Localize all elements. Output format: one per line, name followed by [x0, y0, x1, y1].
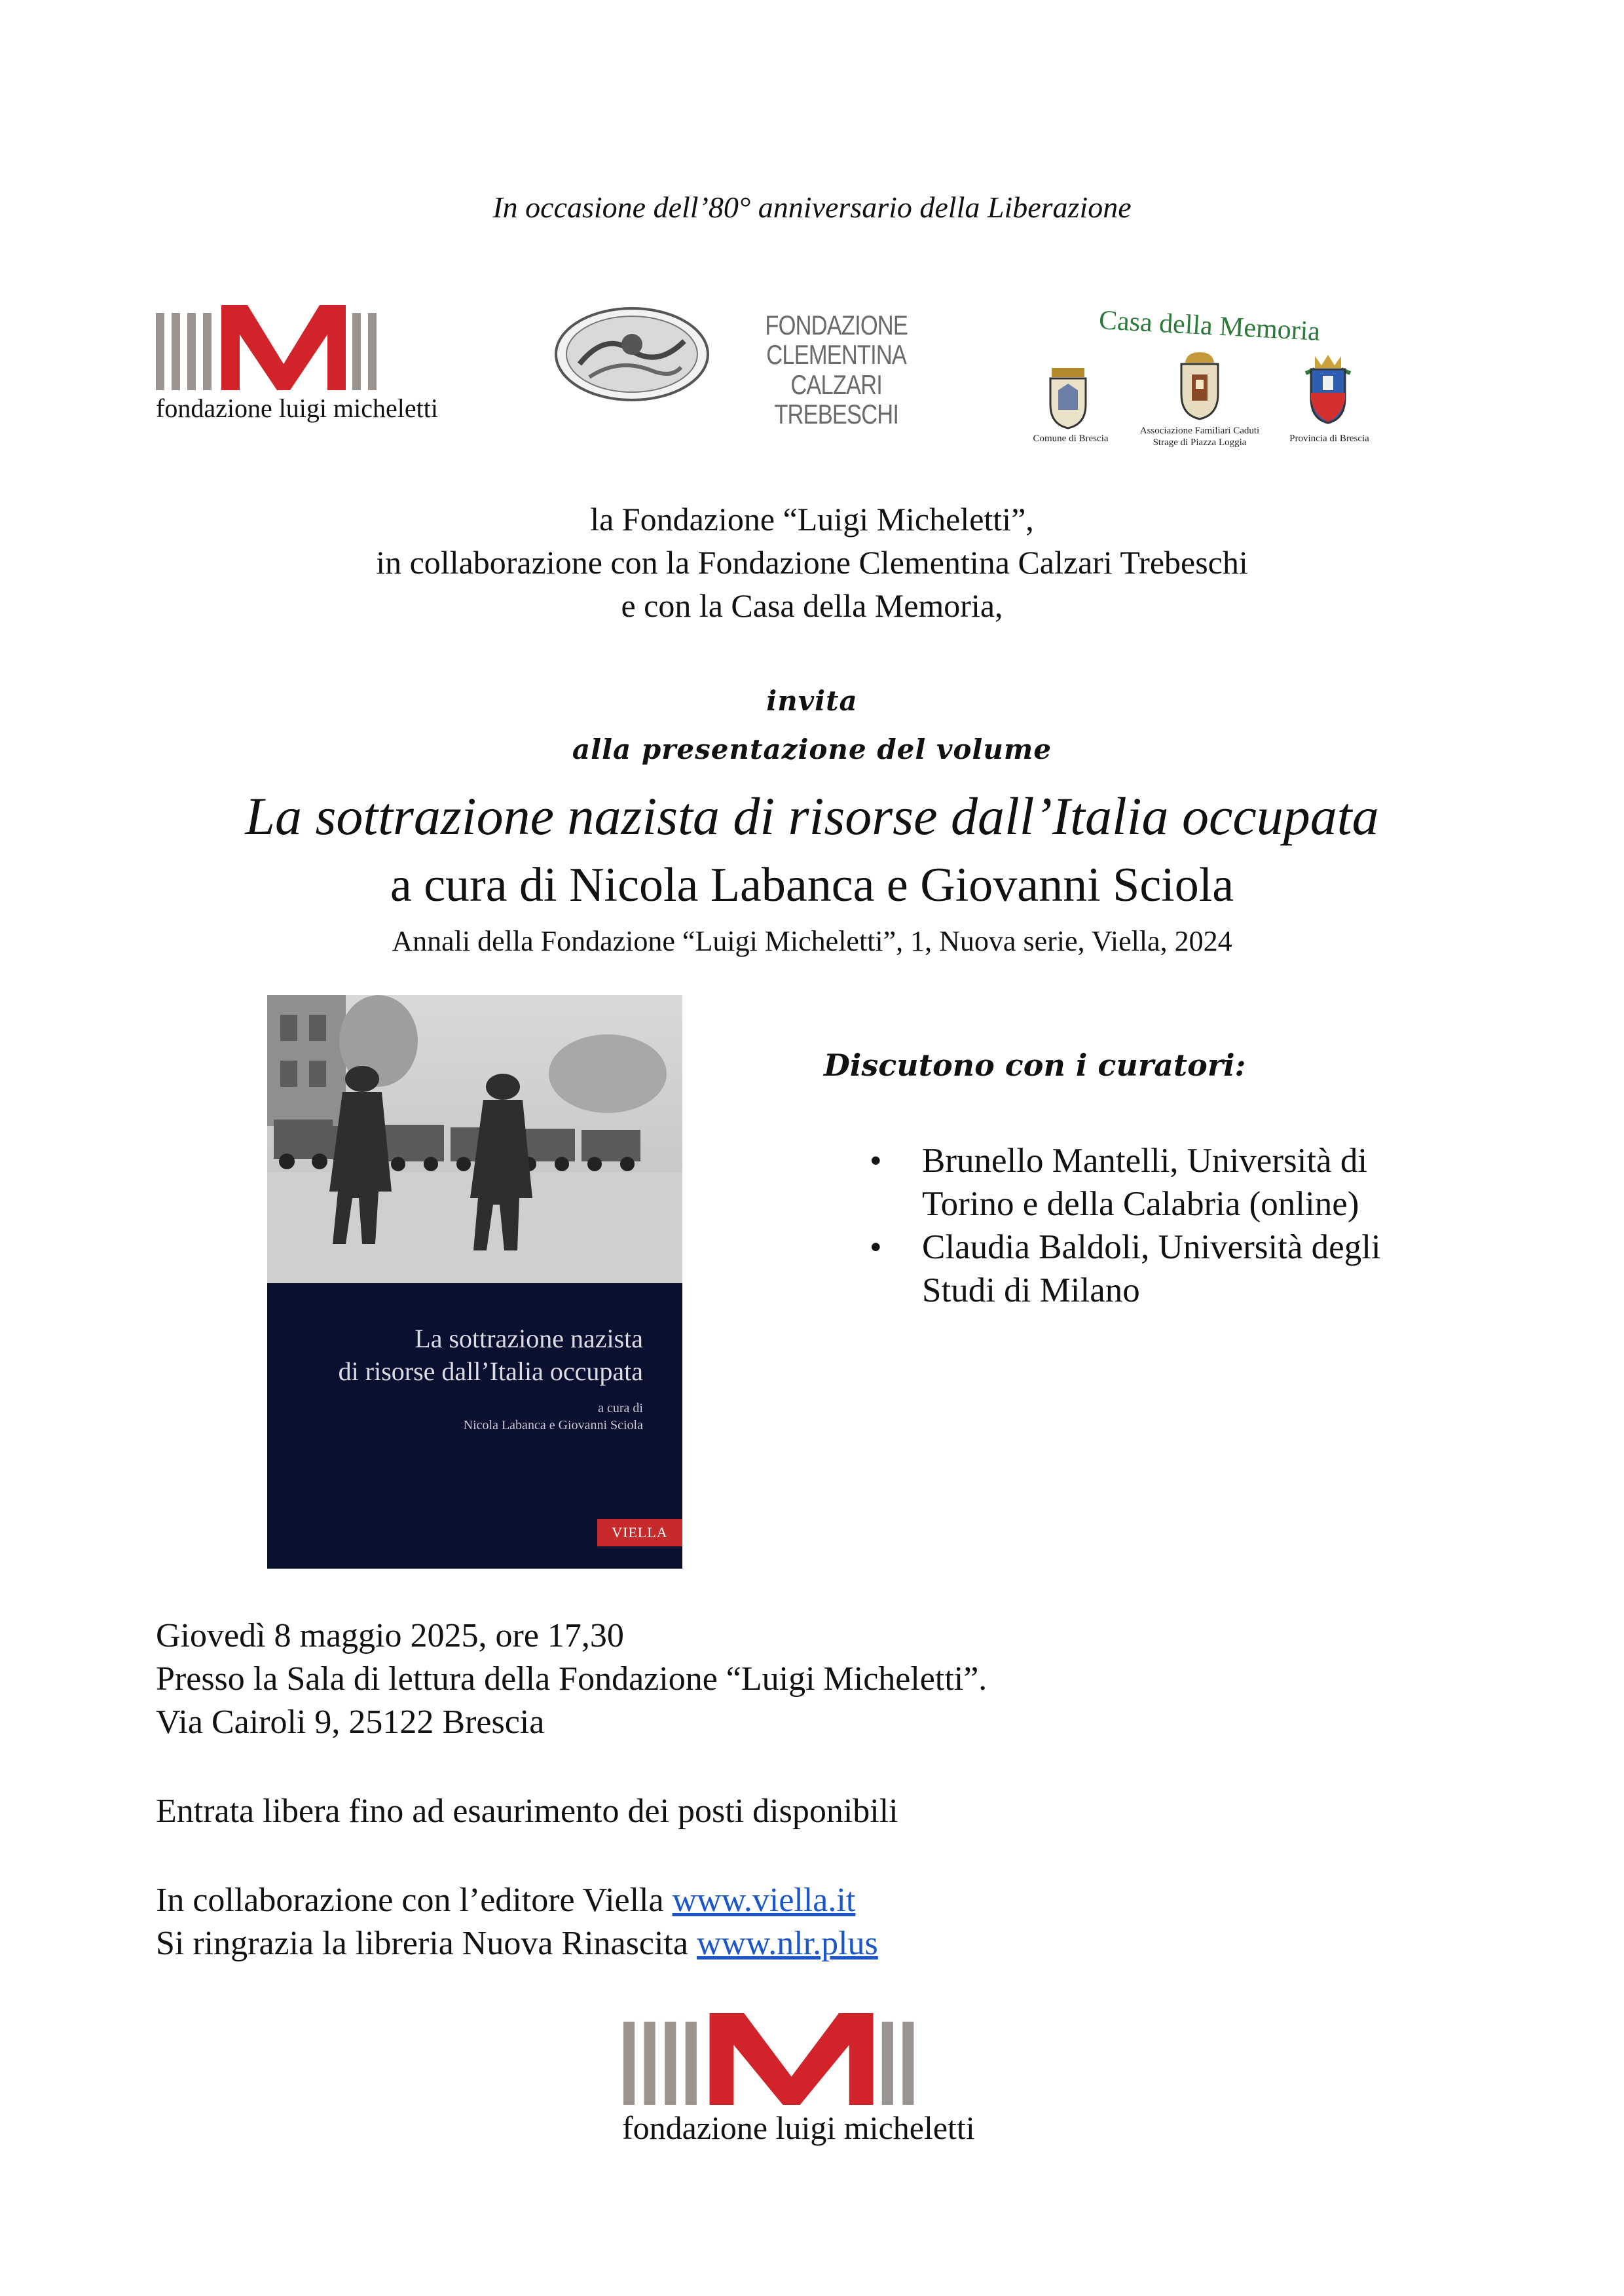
event-place: Presso la Sala di lettura della Fondazione “Luigi Micheletti”.	[156, 1660, 987, 1698]
calzari-logo	[553, 305, 933, 430]
cover-title	[303, 1322, 643, 1388]
cover-editors-label: a cura di	[598, 1401, 643, 1415]
discussant-item	[870, 1226, 1459, 1312]
book-title: La sottrazione nazista di risorse dall’Italia occupata	[245, 786, 1379, 846]
comune-brescia-crest-icon	[1045, 364, 1091, 429]
calzari-seal-icon	[553, 305, 710, 403]
cover-photo	[267, 995, 682, 1296]
crest-label-2b: Strage di Piazza Loggia	[1153, 437, 1247, 448]
micheletti-logo-bottom	[622, 2013, 1028, 2151]
discussant-item	[870, 1139, 1459, 1226]
occasion-line: In occasione dell’80° anniversario della Liberazione	[492, 191, 1132, 224]
calzari-line-3: TREBESCHI	[774, 399, 899, 430]
intro-line-2: in collaborazione con la Fondazione Clementina Calzari Trebeschi	[376, 544, 1248, 581]
invite-line-2: alla presentazione del volume	[572, 733, 1052, 765]
cover-publisher-badge: VIELLA	[597, 1519, 682, 1546]
cover-title-line-1: La sottrazione nazista	[415, 1324, 643, 1353]
casa-memoria-logo	[1022, 305, 1388, 449]
discussant-1-line-2: Torino e della Calabria (online)	[922, 1185, 1359, 1223]
casa-title: Casa della Memoria	[1098, 305, 1321, 347]
calzari-line-1: FONDAZIONE	[765, 310, 908, 340]
crest-label-3: Provincia di Brescia	[1289, 433, 1369, 444]
viella-link[interactable]: www.viella.it	[672, 1882, 856, 1919]
provincia-brescia-crest-icon	[1302, 354, 1354, 426]
discussant-2-line-1: Claudia Baldoli, Università degli	[922, 1228, 1381, 1266]
invite-line-1: invita	[766, 685, 858, 717]
crest-label-2a: Associazione Familiari Caduti	[1139, 426, 1260, 436]
event-info	[156, 1614, 987, 1744]
micheletti-logo-top	[156, 305, 464, 429]
credit-bookshop-text: Si ringrazia la libreria Nuova Rinascita	[156, 1925, 697, 1962]
cover-editors-names: Nicola Labanca e Giovanni Sciola	[463, 1418, 643, 1432]
intro-line-1: la Fondazione “Luigi Micheletti”,	[590, 501, 1034, 538]
intro-block	[0, 498, 1624, 627]
micheletti-caption-bottom: fondazione luigi micheletti	[622, 2109, 975, 2146]
bullet-icon: •	[870, 1228, 882, 1266]
credit-publisher	[156, 1879, 878, 1922]
credits	[156, 1879, 878, 1965]
discussants-list	[870, 1139, 1459, 1312]
calzari-text	[724, 310, 949, 429]
crest-label-1: Comune di Brescia	[1033, 433, 1109, 444]
bullet-icon: •	[870, 1142, 882, 1180]
event-address: Via Cairoli 9, 25122 Brescia	[156, 1704, 545, 1741]
credit-bookshop	[156, 1922, 878, 1965]
nlr-link[interactable]: www.nlr.plus	[696, 1925, 878, 1962]
micheletti-mark-icon	[623, 2013, 951, 2105]
calzari-line-2: CLEMENTINA CALZARI	[766, 339, 907, 400]
associazione-crest-icon	[1173, 350, 1226, 422]
book-editors: a cura di Nicola Labanca e Giovanni Sciola	[390, 858, 1234, 912]
intro-line-3: e con la Casa della Memoria,	[621, 587, 1003, 624]
discussants-heading: Discutono con i curatori:	[824, 1048, 1246, 1083]
cover-title-line-2: di risorse dall’Italia occupata	[338, 1357, 643, 1386]
micheletti-mark-icon	[156, 305, 405, 390]
event-date: Giovedì 8 maggio 2025, ore 17,30	[156, 1617, 624, 1654]
event-entry: Entrata libera fino ad esaurimento dei posti disponibili	[156, 1793, 898, 1830]
credit-publisher-text: In collaborazione con l’editore Viella	[156, 1882, 673, 1919]
discussant-1-line-1: Brunello Mantelli, Università di	[922, 1142, 1368, 1180]
book-series: Annali della Fondazione “Luigi Micheletti”, 1, Nuova serie, Viella, 2024	[392, 925, 1232, 957]
book-cover	[267, 995, 682, 1569]
micheletti-caption-top: fondazione luigi micheletti	[156, 393, 438, 423]
discussant-2-line-2: Studi di Milano	[922, 1271, 1140, 1309]
